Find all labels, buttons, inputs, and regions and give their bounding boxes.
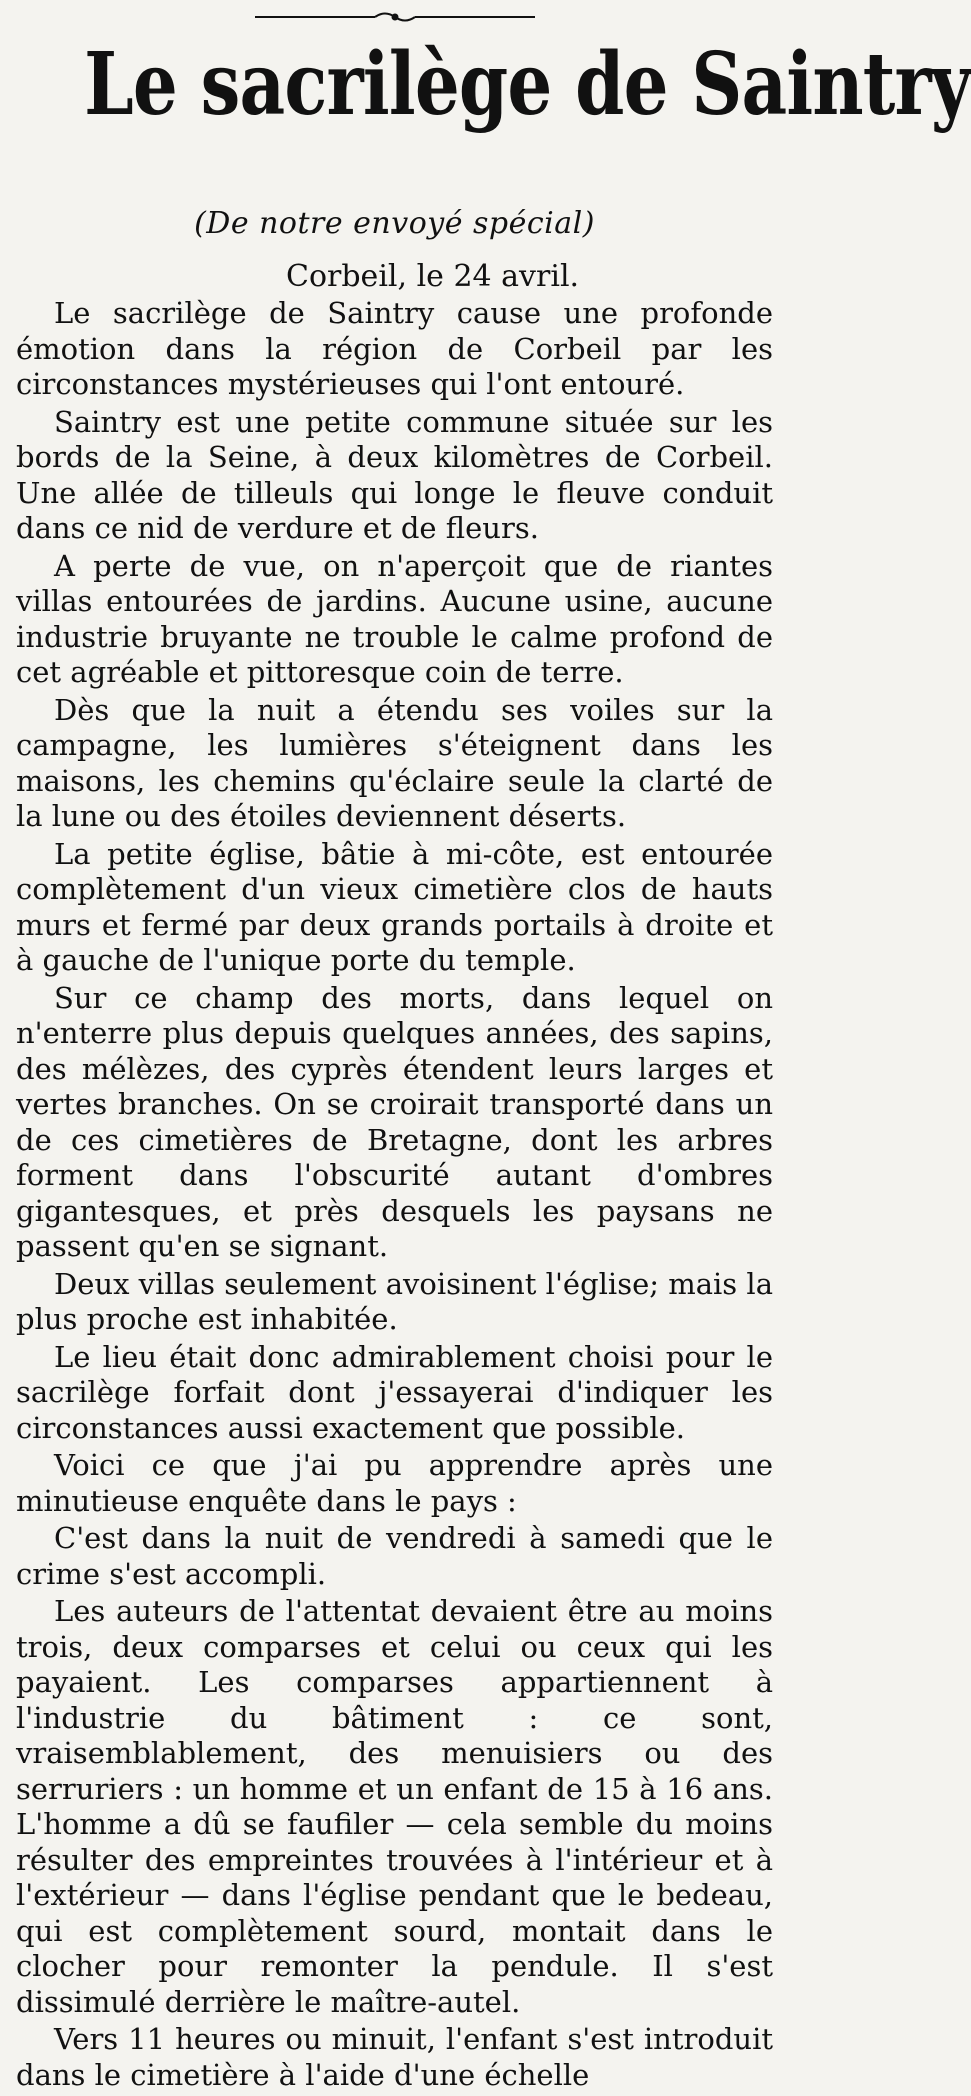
ornament-rule (245, 8, 545, 26)
paragraph: Voici ce que j'ai pu apprendre après une minutieuse enquête dans le pays : (16, 1448, 773, 1518)
paragraph: Vers 11 heures ou minuit, l'enfant s'est introduit dans le cimetière à l'aide d'une échelle (16, 2022, 773, 2092)
dateline: Corbeil, le 24 avril. (286, 259, 580, 294)
paragraph: Sur ce champ des morts, dans lequel on n'enterre plus depuis quelques années, des sapins, des mélèzes, des cyprès étendent leurs larges et vertes branches. On se croirait transporté dans un de ces cimetières de Bretagne, dont les arbres forment dans l'obscurité autant d'ombres gigantesques, et près desquels les paysans ne passent qu'en se signant. (16, 980, 773, 1263)
paragraph: Les auteurs de l'attentat devaient être au moins trois, deux comparses et celui ou ceux qui les payaient. Les comparses appartiennent à l'industrie du bâtiment : ce sont, vraisemblablement, des menuisiers ou des serruriers : un homme et un enfant de 15 à 16 ans. L'homme a dû se faufiler — cela semble du moins résulter des empreintes trouvées à l'intérieur et à l'extérieur — dans l'église pendant que le bedeau, qui est complètement sourd, montait dans le clocher pour remonter la pendule. Il s'est dissimulé derrière le maître-autel. (16, 1594, 773, 2019)
paragraph: Le lieu était donc admirablement choisi pour le sacrilège forfait dont j'essayerai d'indiquer les circonstances aussi exactement que possible. (16, 1339, 773, 1445)
byline: (De notre envoyé spécial) (194, 206, 595, 241)
paragraph: Saintry est une petite commune située sur les bords de la Seine, à deux kilomètres de Corbeil. Une allée de tilleuls qui longe le fleuve conduit dans ce nid de verdure et de fleurs. (16, 404, 773, 545)
article-body (16, 296, 773, 2093)
headline: Le sacrilège de Saintry (84, 34, 971, 135)
paragraph: C'est dans la nuit de vendredi à samedi que le crime s'est accompli. (16, 1521, 773, 1591)
paragraph: Le sacrilège de Saintry cause une profonde émotion dans la région de Corbeil par les circonstances mystérieuses qui l'ont entouré. (16, 296, 773, 401)
paragraph: Dès que la nuit a étendu ses voiles sur la campagne, les lumières s'éteignent dans les maisons, les chemins qu'éclaire seule la clarté de la lune ou des étoiles deviennent déserts. (16, 692, 773, 833)
paragraph: Deux villas seulement avoisinent l'église; mais la plus proche est inhabitée. (16, 1266, 773, 1336)
paragraph: A perte de vue, on n'aperçoit que de riantes villas entourées de jardins. Aucune usine, aucune industrie bruyante ne trouble le calme profond de cet agréable et pittoresque coin de terre. (16, 548, 773, 689)
paragraph: La petite église, bâtie à mi-côte, est entourée complètement d'un vieux cimetière clos de hauts murs et fermé par deux grands portails à droite et à gauche de l'unique porte du temple. (16, 836, 773, 977)
